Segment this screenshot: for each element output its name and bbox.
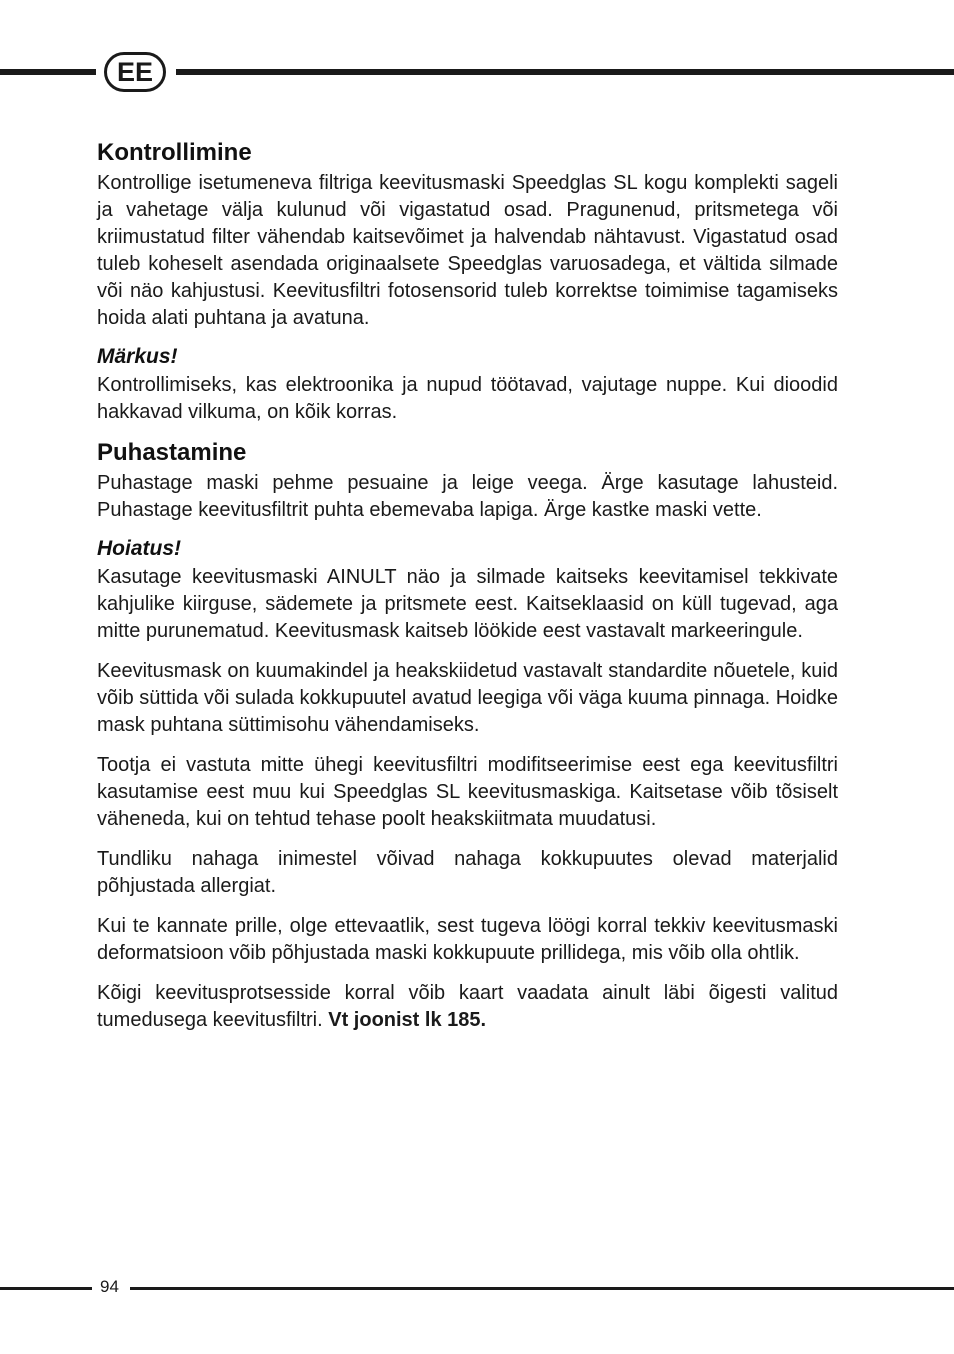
warning-paragraph-2: Keevitusmask on kuumakindel ja heakskiidetud vastavalt standardite nõuetele, kuid võib süttida või sulada kokkupuutel avatud leegiga või väga kuuma pinnaga. Hoidke mask puhtana süttimisohu vähendamiseks. <box>97 660 838 736</box>
header-rule-right <box>176 69 954 75</box>
footer-rule-left <box>0 1287 92 1290</box>
warning-paragraph-5: Kui te kannate prille, olge ettevaatlik, sest tugeva löögi korral tekkiv keevitusmaski deformatsioon võib põhjustada maski kokkupuute prillidega, mis võib olla ohtlik. <box>97 915 838 964</box>
section-body-puhastamine: Puhastage maski pehme pesuaine ja leige veega. Ärge kasutage lahusteid. Puhastage keevitusfiltrit puhta ebemevaba lapiga. Ärge kastke maski vette. <box>97 472 838 521</box>
note-body-markus: Kontrollimiseks, kas elektroonika ja nupud töötavad, vajutage nuppe. Kui dioodid hakkavad vilkuma, on kõik korras. <box>97 374 838 423</box>
section-title-kontrollimine: Kontrollimine <box>97 139 252 166</box>
warning-paragraph-3: Tootja ei vastuta mitte ühegi keevitusfiltri modifitseerimise eest ega keevitusfiltri kasutamise eest muu kui Speedglas SL keevitusmaskiga. Kaitsetase võib tõsiselt väheneda, kui on tehtud tehase poolt heakskiitmata muudatusi. <box>97 754 838 830</box>
section-body-kontrollimine: Kontrollige isetumeneva filtriga keevitusmaski Speedglas SL kogu komplekti sageli ja vahetage välja kulunud või vigastatud osad. Pragunenud, pritsmetega või kriimustatud filter vähendab kaitsevõimet ja halvendab nähtavust. Vigastatud osad tuleb koheselt asendada originaalsete Speedglas varuosadega, et vältida silmade või näo kahjustusi. Keevitusfiltri fotosensorid tuleb korrektse toimimise tagamiseks hoida alati puhtana ja avatuna. <box>97 172 838 329</box>
language-badge: EE <box>104 52 166 92</box>
document-body <box>97 136 838 1034</box>
figure-reference: Vt joonist lk 185. <box>328 1009 487 1031</box>
footer-rule-right <box>130 1287 954 1290</box>
section-title-puhastamine: Puhastamine <box>97 439 247 466</box>
note-title-markus: Märkus! <box>97 345 178 368</box>
warning-paragraph-6-text: Kõigi keevitusprotsesside korral võib kaart vaadata ainult läbi õigesti valitud tumedusega keevitusfiltri. <box>97 982 838 1031</box>
warning-paragraph-4: Tundliku nahaga inimestel võivad nahaga kokkupuutes olevad materjalid põhjustada allergiat. <box>97 848 838 897</box>
warning-paragraph-1: Kasutage keevitusmaski AINULT näo ja silmade kaitseks keevitamisel tekkivate kahjulike kiirguse, sädemete ja pritsmete eest. Kaitseklaasid on küll tugevad, aga mitte purunematud. Keevitusmask kaitseb löökide eest vastavalt markeeringule. <box>97 566 838 642</box>
warning-title-hoiatus: Hoiatus! <box>97 537 181 560</box>
warning-paragraph-6 <box>97 980 838 1034</box>
page-number: 94 <box>100 1277 119 1296</box>
header-rule-left <box>0 69 96 75</box>
